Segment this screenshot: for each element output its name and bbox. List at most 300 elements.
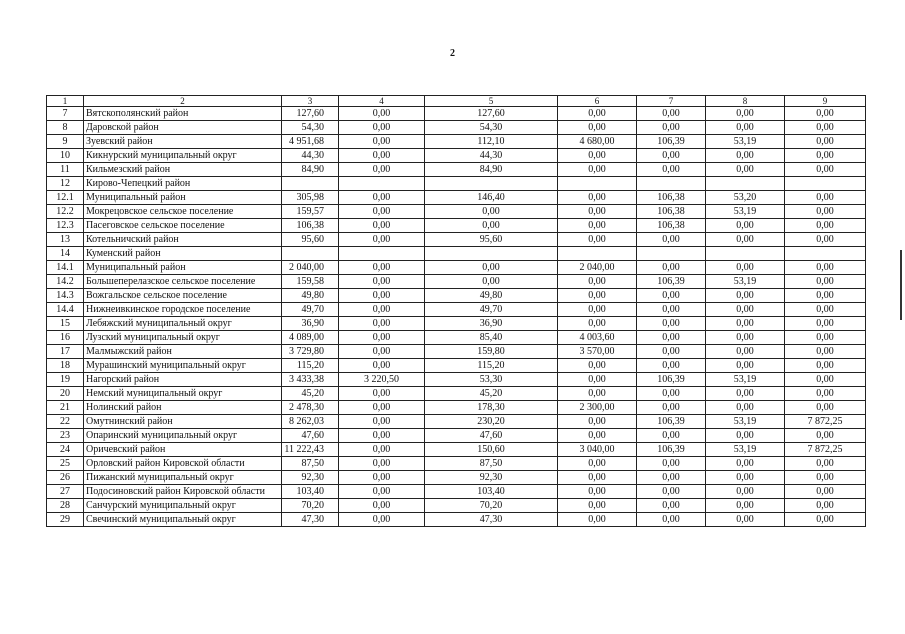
total-amount-cell: 47,60 [282,429,339,443]
row-number-cell: 28 [47,499,84,513]
amount-cell-col-9: 7 872,25 [785,415,866,429]
amount-cell-col-7 [637,247,706,261]
amount-cell-col-8: 0,00 [706,121,785,135]
amount-cell-col-4: 0,00 [339,205,425,219]
row-number-cell: 7 [47,107,84,121]
amount-cell-col-9: 7 872,25 [785,443,866,457]
total-amount-cell: 127,60 [282,107,339,121]
table-row [47,107,866,121]
amount-cell-col-4: 0,00 [339,513,425,527]
table-row [47,359,866,373]
amount-cell-col-5: 230,20 [425,415,558,429]
municipality-name-cell: Немский муниципальный округ [84,387,282,401]
table-row [47,471,866,485]
municipality-name-cell: Куменский район [84,247,282,261]
amount-cell-col-7: 106,39 [637,275,706,289]
amount-cell-col-9: 0,00 [785,261,866,275]
municipality-name-cell: Мокрецовское сельское поселение [84,205,282,219]
row-number-cell: 29 [47,513,84,527]
amount-cell-col-5: 87,50 [425,457,558,471]
table-row [47,415,866,429]
municipality-name-cell: Нижнеивкинское городское поселение [84,303,282,317]
amount-cell-col-6: 4 680,00 [558,135,637,149]
amount-cell-col-8: 0,00 [706,219,785,233]
amount-cell-col-8: 0,00 [706,261,785,275]
amount-cell-col-7: 0,00 [637,121,706,135]
amount-cell-col-6: 0,00 [558,471,637,485]
amount-cell-col-7: 0,00 [637,261,706,275]
amount-cell-col-6: 0,00 [558,163,637,177]
amount-cell-col-4: 0,00 [339,331,425,345]
amount-cell-col-7: 0,00 [637,331,706,345]
municipality-name-cell: Мурашинский муниципальный округ [84,359,282,373]
municipality-name-cell: Орловский район Кировской области [84,457,282,471]
amount-cell-col-4: 0,00 [339,107,425,121]
amount-cell-col-6: 2 300,00 [558,401,637,415]
amount-cell-col-6: 0,00 [558,415,637,429]
row-number-cell: 27 [47,485,84,499]
row-number-cell: 12.3 [47,219,84,233]
amount-cell-col-4: 0,00 [339,219,425,233]
amount-cell-col-5: 36,90 [425,317,558,331]
amount-cell-col-9: 0,00 [785,219,866,233]
total-amount-cell: 45,20 [282,387,339,401]
amount-cell-col-7: 106,39 [637,135,706,149]
amount-cell-col-4: 0,00 [339,317,425,331]
total-amount-cell: 95,60 [282,233,339,247]
amount-cell-col-8: 0,00 [706,485,785,499]
table-row [47,429,866,443]
amount-cell-col-6: 0,00 [558,513,637,527]
amount-cell-col-8: 0,00 [706,233,785,247]
scan-edge-mark [900,250,902,320]
column-header-1: 1 [47,96,84,107]
amount-cell-col-5 [425,177,558,191]
table-row [47,219,866,233]
column-header-7: 7 [637,96,706,107]
row-number-cell: 14.3 [47,289,84,303]
row-number-cell: 9 [47,135,84,149]
row-number-cell: 26 [47,471,84,485]
municipality-name-cell: Оричевский район [84,443,282,457]
amount-cell-col-8: 0,00 [706,331,785,345]
municipality-name-cell: Санчурский муниципальный округ [84,499,282,513]
amount-cell-col-4: 0,00 [339,121,425,135]
budget-table [46,95,866,527]
amount-cell-col-8: 53,19 [706,275,785,289]
amount-cell-col-5: 54,30 [425,121,558,135]
amount-cell-col-6 [558,247,637,261]
amount-cell-col-8: 53,19 [706,443,785,457]
amount-cell-col-5: 150,60 [425,443,558,457]
amount-cell-col-5: 178,30 [425,401,558,415]
amount-cell-col-6: 0,00 [558,499,637,513]
amount-cell-col-8: 0,00 [706,471,785,485]
municipality-name-cell: Зуевский район [84,135,282,149]
amount-cell-col-6: 0,00 [558,275,637,289]
row-number-cell: 17 [47,345,84,359]
total-amount-cell: 49,70 [282,303,339,317]
table-row [47,373,866,387]
municipality-name-cell: Даровской район [84,121,282,135]
amount-cell-col-4: 0,00 [339,163,425,177]
amount-cell-col-9: 0,00 [785,191,866,205]
amount-cell-col-9: 0,00 [785,485,866,499]
amount-cell-col-7: 0,00 [637,345,706,359]
amount-cell-col-4: 0,00 [339,303,425,317]
municipality-name-cell: Опаринский муниципальный округ [84,429,282,443]
amount-cell-col-8: 0,00 [706,359,785,373]
amount-cell-col-5 [425,247,558,261]
amount-cell-col-9: 0,00 [785,331,866,345]
amount-cell-col-6: 4 003,60 [558,331,637,345]
table-row [47,261,866,275]
amount-cell-col-4: 0,00 [339,443,425,457]
total-amount-cell [282,177,339,191]
municipality-name-cell: Кильмезский район [84,163,282,177]
municipality-name-cell: Вятскополянский район [84,107,282,121]
row-number-cell: 8 [47,121,84,135]
amount-cell-col-7: 0,00 [637,149,706,163]
amount-cell-col-8 [706,247,785,261]
amount-cell-col-4: 0,00 [339,401,425,415]
amount-cell-col-9: 0,00 [785,289,866,303]
amount-cell-col-8: 0,00 [706,401,785,415]
total-amount-cell: 4 089,00 [282,331,339,345]
amount-cell-col-8: 0,00 [706,499,785,513]
row-number-cell: 14.2 [47,275,84,289]
amount-cell-col-5: 49,80 [425,289,558,303]
amount-cell-col-9: 0,00 [785,359,866,373]
amount-cell-col-6: 3 570,00 [558,345,637,359]
amount-cell-col-6: 0,00 [558,373,637,387]
row-number-cell: 12 [47,177,84,191]
amount-cell-col-5: 0,00 [425,261,558,275]
row-number-cell: 16 [47,331,84,345]
municipality-name-cell: Котельничский район [84,233,282,247]
amount-cell-col-7: 0,00 [637,387,706,401]
amount-cell-col-7 [637,177,706,191]
municipality-name-cell: Свечинский муниципальный округ [84,513,282,527]
amount-cell-col-4: 0,00 [339,387,425,401]
amount-cell-col-6: 0,00 [558,429,637,443]
amount-cell-col-9: 0,00 [785,121,866,135]
total-amount-cell: 92,30 [282,471,339,485]
total-amount-cell: 70,20 [282,499,339,513]
amount-cell-col-8: 0,00 [706,457,785,471]
amount-cell-col-6: 2 040,00 [558,261,637,275]
amount-cell-col-8: 0,00 [706,429,785,443]
table-row [47,191,866,205]
total-amount-cell: 8 262,03 [282,415,339,429]
municipality-name-cell: Лузский муниципальный округ [84,331,282,345]
amount-cell-col-7: 0,00 [637,289,706,303]
amount-cell-col-5: 45,20 [425,387,558,401]
amount-cell-col-7: 0,00 [637,303,706,317]
table-row [47,485,866,499]
table-row [47,387,866,401]
total-amount-cell: 36,90 [282,317,339,331]
table-row [47,303,866,317]
municipality-name-cell: Кикнурский муниципальный округ [84,149,282,163]
amount-cell-col-4: 0,00 [339,149,425,163]
amount-cell-col-6: 0,00 [558,457,637,471]
amount-cell-col-6: 0,00 [558,233,637,247]
table-row [47,275,866,289]
amount-cell-col-8: 0,00 [706,289,785,303]
amount-cell-col-7: 0,00 [637,401,706,415]
amount-cell-col-5: 49,70 [425,303,558,317]
total-amount-cell: 305,98 [282,191,339,205]
amount-cell-col-5: 95,60 [425,233,558,247]
total-amount-cell: 106,38 [282,219,339,233]
amount-cell-col-8: 0,00 [706,513,785,527]
column-header-2: 2 [84,96,282,107]
row-number-cell: 12.2 [47,205,84,219]
amount-cell-col-7: 0,00 [637,471,706,485]
amount-cell-col-7: 0,00 [637,485,706,499]
amount-cell-col-5: 47,30 [425,513,558,527]
municipality-name-cell: Вожгальское сельское поселение [84,289,282,303]
total-amount-cell: 3 433,38 [282,373,339,387]
table-row [47,331,866,345]
amount-cell-col-6: 0,00 [558,107,637,121]
municipality-name-cell: Омутнинский район [84,415,282,429]
amount-cell-col-6: 0,00 [558,485,637,499]
amount-cell-col-8: 0,00 [706,107,785,121]
amount-cell-col-7: 106,38 [637,191,706,205]
amount-cell-col-7: 0,00 [637,163,706,177]
amount-cell-col-9: 0,00 [785,275,866,289]
amount-cell-col-9: 0,00 [785,499,866,513]
amount-cell-col-4: 0,00 [339,261,425,275]
total-amount-cell: 49,80 [282,289,339,303]
amount-cell-col-9: 0,00 [785,429,866,443]
row-number-cell: 22 [47,415,84,429]
total-amount-cell: 84,90 [282,163,339,177]
column-header-4: 4 [339,96,425,107]
amount-cell-col-4 [339,247,425,261]
amount-cell-col-6 [558,177,637,191]
municipality-name-cell: Подосиновский район Кировской области [84,485,282,499]
total-amount-cell: 115,20 [282,359,339,373]
amount-cell-col-4: 3 220,50 [339,373,425,387]
amount-cell-col-5: 84,90 [425,163,558,177]
row-number-cell: 20 [47,387,84,401]
column-header-9: 9 [785,96,866,107]
total-amount-cell [282,247,339,261]
row-number-cell: 14.4 [47,303,84,317]
row-number-cell: 19 [47,373,84,387]
amount-cell-col-9: 0,00 [785,471,866,485]
amount-cell-col-9: 0,00 [785,233,866,247]
amount-cell-col-6: 0,00 [558,289,637,303]
amount-cell-col-7: 0,00 [637,359,706,373]
amount-cell-col-5: 85,40 [425,331,558,345]
municipality-name-cell: Малмыжский район [84,345,282,359]
municipality-name-cell: Пасеговское сельское поселение [84,219,282,233]
amount-cell-col-5: 44,30 [425,149,558,163]
amount-cell-col-9: 0,00 [785,163,866,177]
amount-cell-col-5: 127,60 [425,107,558,121]
amount-cell-col-4: 0,00 [339,415,425,429]
amount-cell-col-6: 3 040,00 [558,443,637,457]
amount-cell-col-8: 53,19 [706,205,785,219]
table-row [47,443,866,457]
total-amount-cell: 54,30 [282,121,339,135]
amount-cell-col-6: 0,00 [558,205,637,219]
total-amount-cell: 4 951,68 [282,135,339,149]
amount-cell-col-5: 47,60 [425,429,558,443]
amount-cell-col-9: 0,00 [785,401,866,415]
row-number-cell: 13 [47,233,84,247]
municipality-name-cell: Лебяжский муниципальный округ [84,317,282,331]
amount-cell-col-7: 0,00 [637,513,706,527]
amount-cell-col-5: 0,00 [425,219,558,233]
total-amount-cell: 159,57 [282,205,339,219]
total-amount-cell: 87,50 [282,457,339,471]
amount-cell-col-4: 0,00 [339,359,425,373]
table-row [47,135,866,149]
amount-cell-col-7: 0,00 [637,499,706,513]
amount-cell-col-8: 53,19 [706,373,785,387]
amount-cell-col-4: 0,00 [339,289,425,303]
table-row [47,205,866,219]
column-header-5: 5 [425,96,558,107]
total-amount-cell: 159,58 [282,275,339,289]
row-number-cell: 24 [47,443,84,457]
amount-cell-col-4: 0,00 [339,471,425,485]
table-row [47,247,866,261]
amount-cell-col-8: 0,00 [706,149,785,163]
amount-cell-col-7: 0,00 [637,429,706,443]
amount-cell-col-6: 0,00 [558,121,637,135]
amount-cell-col-5: 115,20 [425,359,558,373]
row-number-cell: 25 [47,457,84,471]
table-row [47,457,866,471]
amount-cell-col-4: 0,00 [339,485,425,499]
amount-cell-col-8 [706,177,785,191]
total-amount-cell: 44,30 [282,149,339,163]
row-number-cell: 23 [47,429,84,443]
amount-cell-col-9: 0,00 [785,317,866,331]
amount-cell-col-6: 0,00 [558,149,637,163]
amount-cell-col-5: 0,00 [425,275,558,289]
amount-cell-col-8: 0,00 [706,303,785,317]
municipality-name-cell: Кирово-Чепецкий район [84,177,282,191]
amount-cell-col-8: 53,19 [706,415,785,429]
amount-cell-col-9: 0,00 [785,135,866,149]
table-row [47,401,866,415]
amount-cell-col-5: 103,40 [425,485,558,499]
amount-cell-col-9: 0,00 [785,345,866,359]
amount-cell-col-7: 106,39 [637,443,706,457]
amount-cell-col-9: 0,00 [785,457,866,471]
total-amount-cell: 103,40 [282,485,339,499]
table-row [47,149,866,163]
amount-cell-col-9 [785,247,866,261]
total-amount-cell: 3 729,80 [282,345,339,359]
amount-cell-col-8: 0,00 [706,387,785,401]
amount-cell-col-9: 0,00 [785,149,866,163]
table-row [47,345,866,359]
total-amount-cell: 11 222,43 [282,443,339,457]
row-number-cell: 21 [47,401,84,415]
amount-cell-col-8: 0,00 [706,163,785,177]
table-row [47,233,866,247]
row-number-cell: 10 [47,149,84,163]
amount-cell-col-5: 159,80 [425,345,558,359]
amount-cell-col-4 [339,177,425,191]
amount-cell-col-4: 0,00 [339,275,425,289]
amount-cell-col-5: 92,30 [425,471,558,485]
row-number-cell: 12.1 [47,191,84,205]
amount-cell-col-7: 106,38 [637,219,706,233]
amount-cell-col-4: 0,00 [339,233,425,247]
amount-cell-col-4: 0,00 [339,135,425,149]
municipality-name-cell: Пижанский муниципальный округ [84,471,282,485]
amount-cell-col-5: 53,30 [425,373,558,387]
column-header-3: 3 [282,96,339,107]
amount-cell-col-9: 0,00 [785,373,866,387]
municipality-name-cell: Большеперелазское сельское поселение [84,275,282,289]
amount-cell-col-9: 0,00 [785,303,866,317]
amount-cell-col-7: 0,00 [637,233,706,247]
table-body [47,107,866,527]
column-header-6: 6 [558,96,637,107]
amount-cell-col-7: 106,39 [637,415,706,429]
amount-cell-col-9: 0,00 [785,387,866,401]
amount-cell-col-8: 53,20 [706,191,785,205]
column-header-8: 8 [706,96,785,107]
table-row [47,177,866,191]
amount-cell-col-5: 112,10 [425,135,558,149]
amount-cell-col-7: 106,39 [637,373,706,387]
row-number-cell: 18 [47,359,84,373]
amount-cell-col-8: 53,19 [706,135,785,149]
amount-cell-col-4: 0,00 [339,457,425,471]
amount-cell-col-6: 0,00 [558,359,637,373]
amount-cell-col-5: 70,20 [425,499,558,513]
amount-cell-col-7: 0,00 [637,107,706,121]
amount-cell-col-4: 0,00 [339,429,425,443]
amount-cell-col-6: 0,00 [558,303,637,317]
table-row [47,289,866,303]
table-row [47,499,866,513]
amount-cell-col-6: 0,00 [558,317,637,331]
amount-cell-col-7: 0,00 [637,317,706,331]
amount-cell-col-9 [785,177,866,191]
amount-cell-col-6: 0,00 [558,191,637,205]
total-amount-cell: 2 478,30 [282,401,339,415]
table-row [47,513,866,527]
amount-cell-col-8: 0,00 [706,345,785,359]
row-number-cell: 11 [47,163,84,177]
table-header-row [47,96,866,107]
amount-cell-col-6: 0,00 [558,219,637,233]
amount-cell-col-8: 0,00 [706,317,785,331]
total-amount-cell: 47,30 [282,513,339,527]
municipality-name-cell: Муниципальный район [84,261,282,275]
amount-cell-col-4: 0,00 [339,191,425,205]
page-number: 2 [450,48,455,59]
row-number-cell: 15 [47,317,84,331]
municipality-name-cell: Муниципальный район [84,191,282,205]
amount-cell-col-9: 0,00 [785,107,866,121]
table-row [47,317,866,331]
row-number-cell: 14 [47,247,84,261]
row-number-cell: 14.1 [47,261,84,275]
